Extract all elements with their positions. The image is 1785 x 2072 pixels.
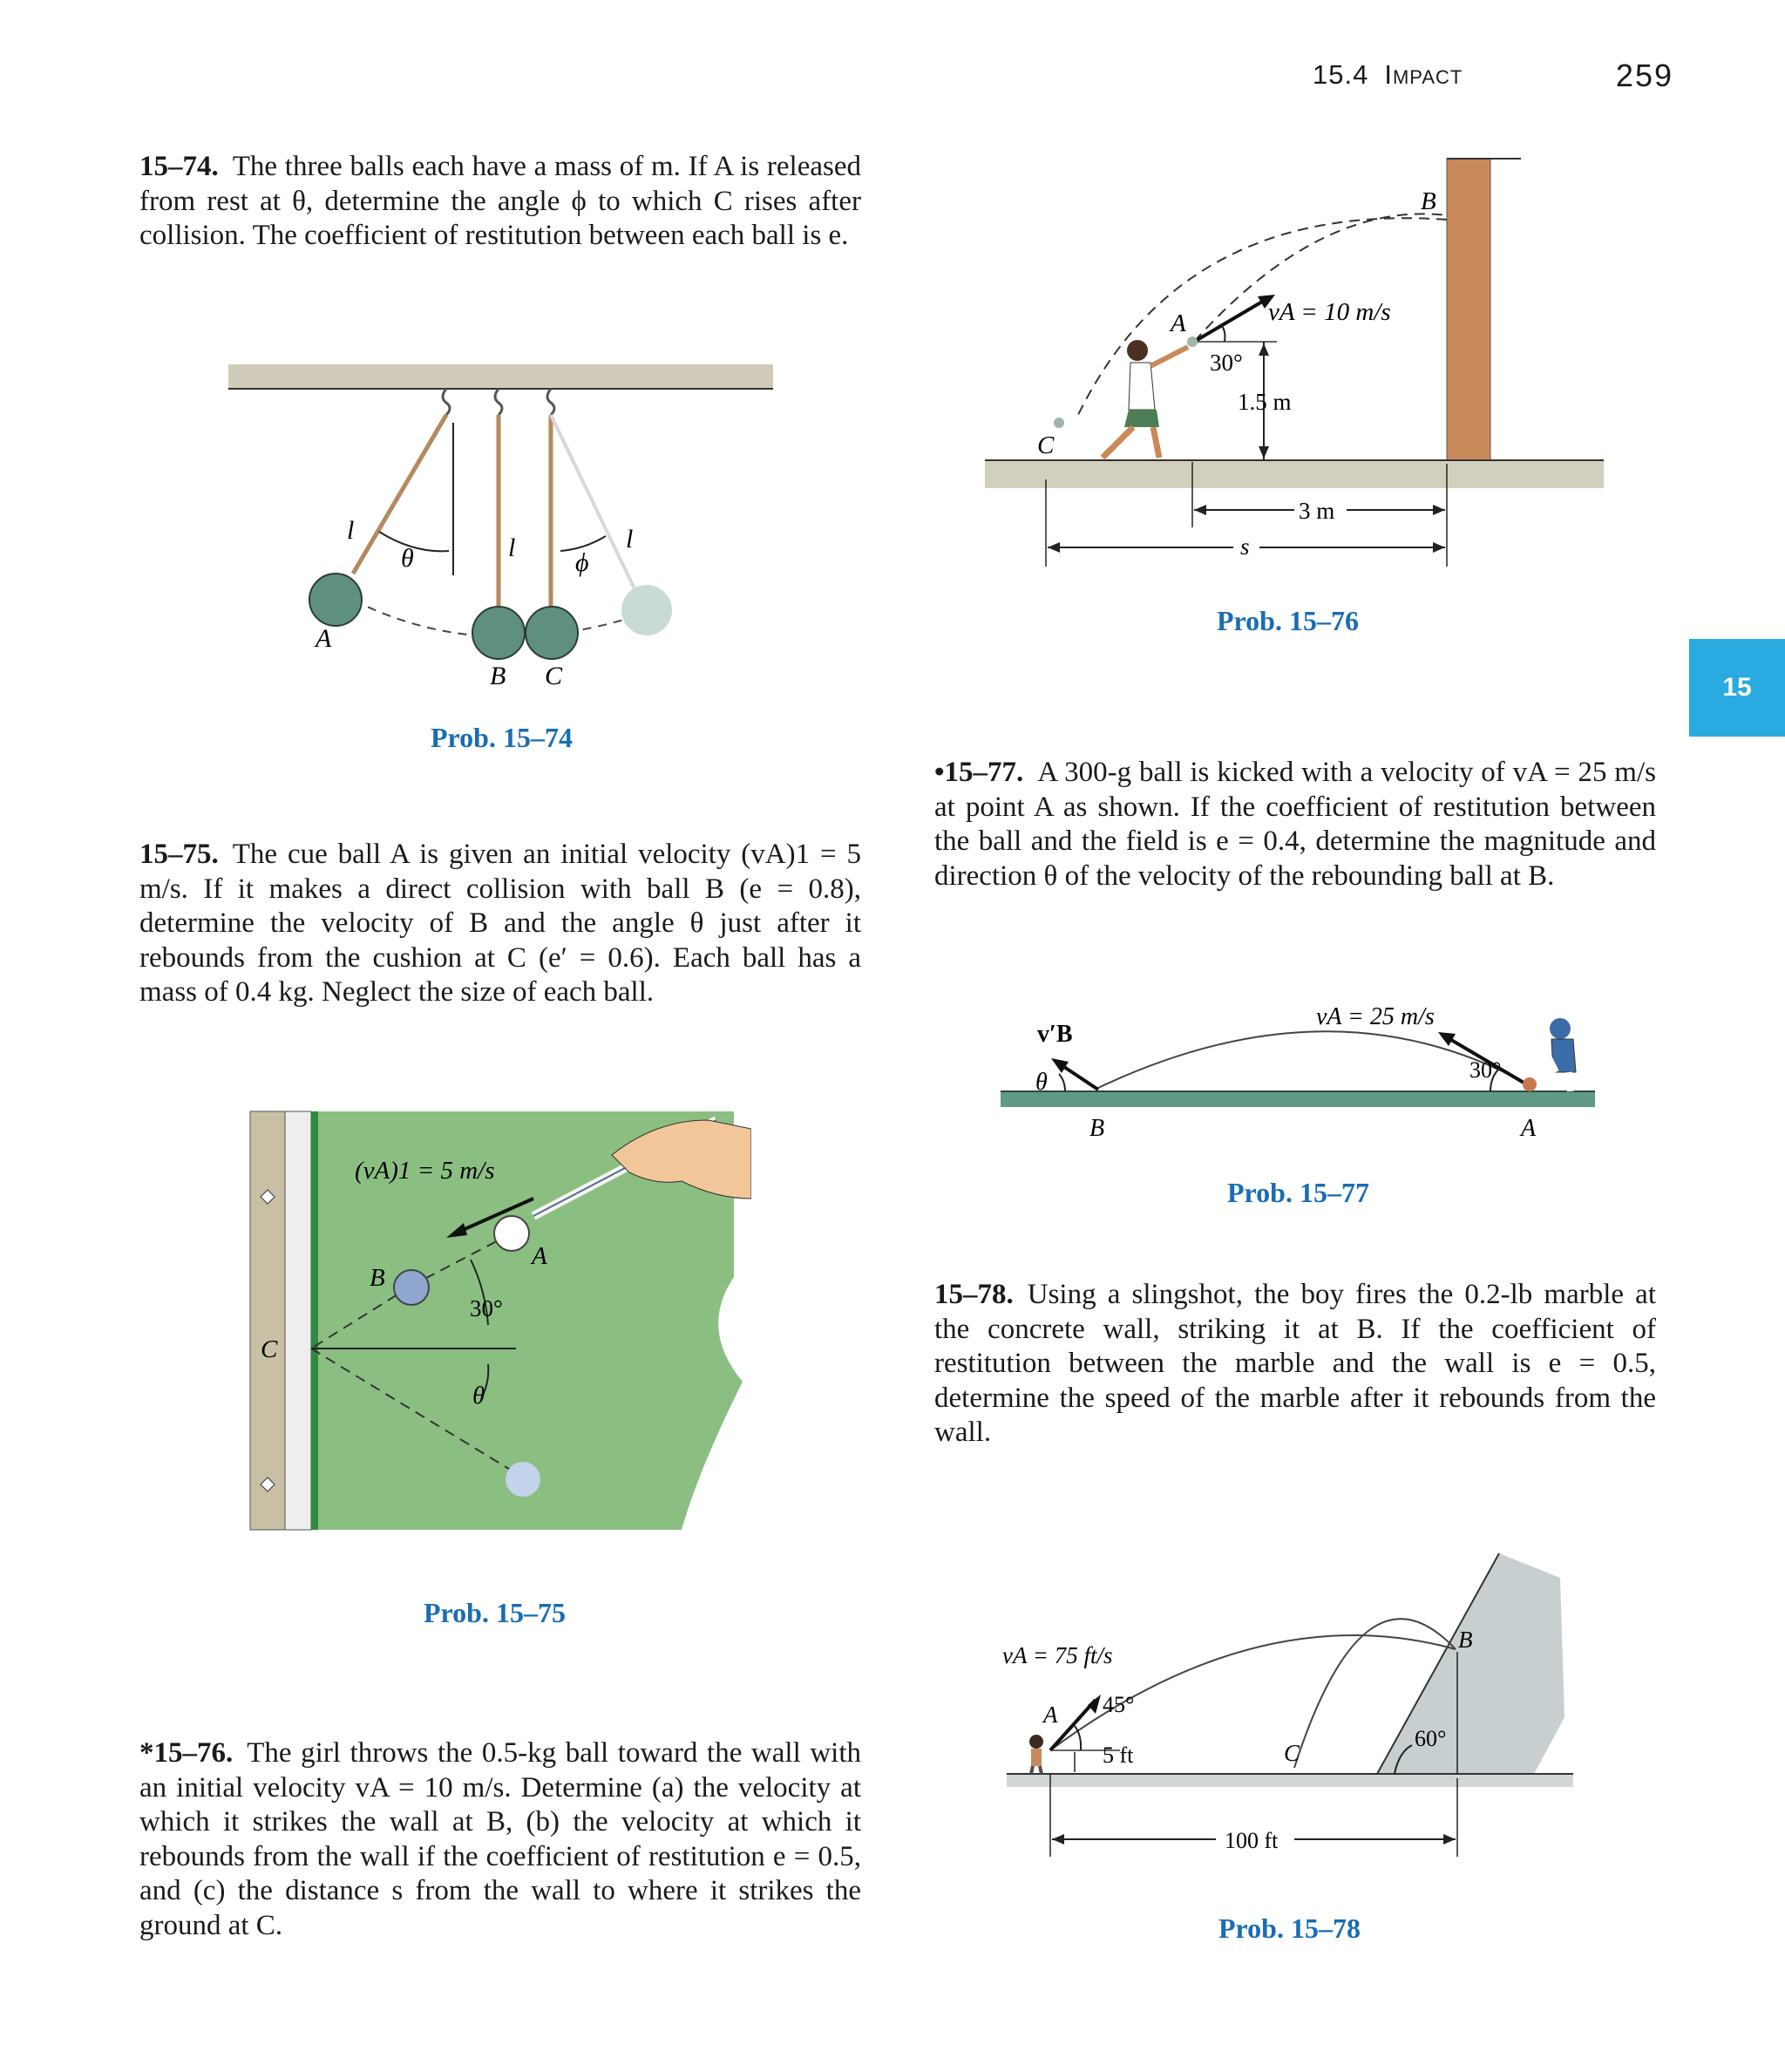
ball-C xyxy=(526,607,578,659)
label-phi: ϕ xyxy=(575,548,589,577)
ball-B-rebound xyxy=(506,1462,540,1497)
ball xyxy=(1523,1077,1537,1091)
label-angle: 30° xyxy=(1469,1057,1502,1083)
label-l: l xyxy=(508,533,516,562)
label-angle: 30° xyxy=(1210,350,1243,376)
chapter-tab: 15 xyxy=(1689,639,1785,737)
label-velocity: (vA)1 = 5 m/s xyxy=(355,1157,495,1185)
label-A: A xyxy=(532,1242,547,1270)
label-C: C xyxy=(1037,431,1055,459)
label-C: C xyxy=(1284,1740,1300,1766)
ball-B xyxy=(394,1270,429,1305)
label-distance: 3 m xyxy=(1299,498,1335,524)
label-theta: θ xyxy=(401,544,414,573)
problem-number: •15–77. xyxy=(934,757,1024,788)
ball-A xyxy=(309,574,362,626)
label-vB: v′B xyxy=(1037,1021,1073,1048)
hook xyxy=(547,389,554,415)
ball-A xyxy=(494,1216,529,1251)
label-velocity: vA = 10 m/s xyxy=(1268,298,1391,326)
caption-15-78: Prob. 15–78 xyxy=(1218,1912,1361,1944)
label-A: A xyxy=(1521,1115,1537,1142)
label-A: A xyxy=(1171,309,1186,337)
label-B: B xyxy=(1458,1627,1473,1653)
kicker-figure xyxy=(1543,1018,1576,1091)
label-l: l xyxy=(626,525,634,554)
problem-text: The three balls each have a mass of m. If A is released from rest at θ, determine the angle ϕ to which C rises after collision. The coefficient of restitution between each ball is e. xyxy=(139,151,861,251)
problem-15-74 xyxy=(139,150,861,254)
caption-15-75: Prob. 15–75 xyxy=(424,1597,566,1628)
problem-number: 15–78. xyxy=(934,1279,1014,1310)
problem-text: Using a slingshot, the boy fires the 0.2-lb marble at the concrete wall, striking it at B. If the coefficient of restitution between the marble and the wall is e = 0.5, determine the speed of the marble after it rebounds from the wall. xyxy=(934,1279,1656,1448)
problem-number: 15–75. xyxy=(139,839,219,870)
ball-C xyxy=(1054,418,1064,428)
problem-text: The cue ball A is given an initial velocity (vA)1 = 5 m/s. If it makes a direct collision with ball B (e = 0.8), determine the velocity of B and the angle θ just after it rebounds from the cushion at C (e′ = 0.6). Each ball has a mass of 0.4 kg. Neglect the size of each ball. xyxy=(139,839,861,1008)
label-B: B xyxy=(1089,1115,1105,1142)
hook xyxy=(495,389,502,415)
ceiling xyxy=(228,364,773,389)
figure-15-78 xyxy=(998,1543,1591,1892)
field xyxy=(1001,1091,1595,1107)
label-angle: 45° xyxy=(1103,1692,1135,1717)
figure-15-74 xyxy=(218,357,784,689)
ball-trajectory xyxy=(1098,1031,1530,1088)
label-A: A xyxy=(1043,1702,1058,1728)
label-angle: 30° xyxy=(470,1295,503,1321)
problem-15-76 xyxy=(139,1736,861,1943)
figure-15-75 xyxy=(246,1103,751,1539)
problem-text: A 300-g ball is kicked with a velocity of vA = 25 m/s at point A as shown. If the coefficient of restitution between the ball and the field is e = 0.4, determine the magnitude and direction θ of the velocity of the rebounding ball at B. xyxy=(934,757,1656,892)
hook xyxy=(443,389,450,415)
label-s: s xyxy=(1240,533,1250,560)
caption-15-76: Prob. 15–76 xyxy=(1217,605,1359,636)
table-rail xyxy=(250,1111,285,1530)
problem-number: *15–76. xyxy=(139,1737,234,1769)
problem-number: 15–74. xyxy=(139,151,219,182)
caption-15-74: Prob. 15–74 xyxy=(431,722,573,753)
ball-B xyxy=(472,607,525,659)
problem-text: The girl throws the 0.5-kg ball toward the wall with an initial velocity vA = 10 m/s. Determine (a) the velocity at which it strikes the wall at B, (b) the velocity at which it rebounds from the wall if the coefficient of restitution e = 0.5, and (c) the distance s from the wall to where it strikes the ground at C. xyxy=(139,1737,861,1941)
section-title: Impact xyxy=(1384,59,1463,90)
concrete-wall xyxy=(1377,1553,1564,1774)
ball-A xyxy=(1187,336,1198,347)
label-wall-angle: 60° xyxy=(1415,1726,1447,1751)
label-l: l xyxy=(347,516,355,545)
ground xyxy=(1007,1774,1573,1787)
label-C: C xyxy=(545,662,563,689)
problem-15-75 xyxy=(139,838,861,1010)
label-A: A xyxy=(316,624,332,653)
string-A xyxy=(353,415,446,574)
label-theta: θ xyxy=(1035,1069,1048,1096)
figure-15-77 xyxy=(994,994,1604,1151)
page-number: 259 xyxy=(1615,58,1673,93)
label-theta: θ xyxy=(472,1382,485,1410)
ball-C-raised xyxy=(621,585,672,635)
caption-15-77: Prob. 15–77 xyxy=(1227,1177,1369,1208)
boy-figure xyxy=(1029,1735,1043,1774)
problem-15-77 xyxy=(934,756,1656,893)
label-height: 1.5 m xyxy=(1238,389,1292,415)
label-distance: 100 ft xyxy=(1225,1828,1279,1853)
label-height: 5 ft xyxy=(1103,1743,1134,1768)
section-heading xyxy=(1313,59,1463,91)
label-B: B xyxy=(370,1264,385,1292)
label-B: B xyxy=(1421,187,1436,215)
girl-figure xyxy=(1103,340,1188,458)
label-C: C xyxy=(261,1335,278,1363)
label-velocity: vA = 75 ft/s xyxy=(1002,1642,1113,1668)
problem-15-78 xyxy=(934,1278,1656,1450)
figure-15-76 xyxy=(981,148,1608,575)
brick-wall xyxy=(1447,159,1490,464)
section-number: 15.4 xyxy=(1313,59,1369,90)
label-velocity: vA = 25 m/s xyxy=(1316,1003,1435,1030)
string-C-raised xyxy=(551,415,641,601)
label-B: B xyxy=(490,662,506,689)
ground xyxy=(985,460,1604,488)
